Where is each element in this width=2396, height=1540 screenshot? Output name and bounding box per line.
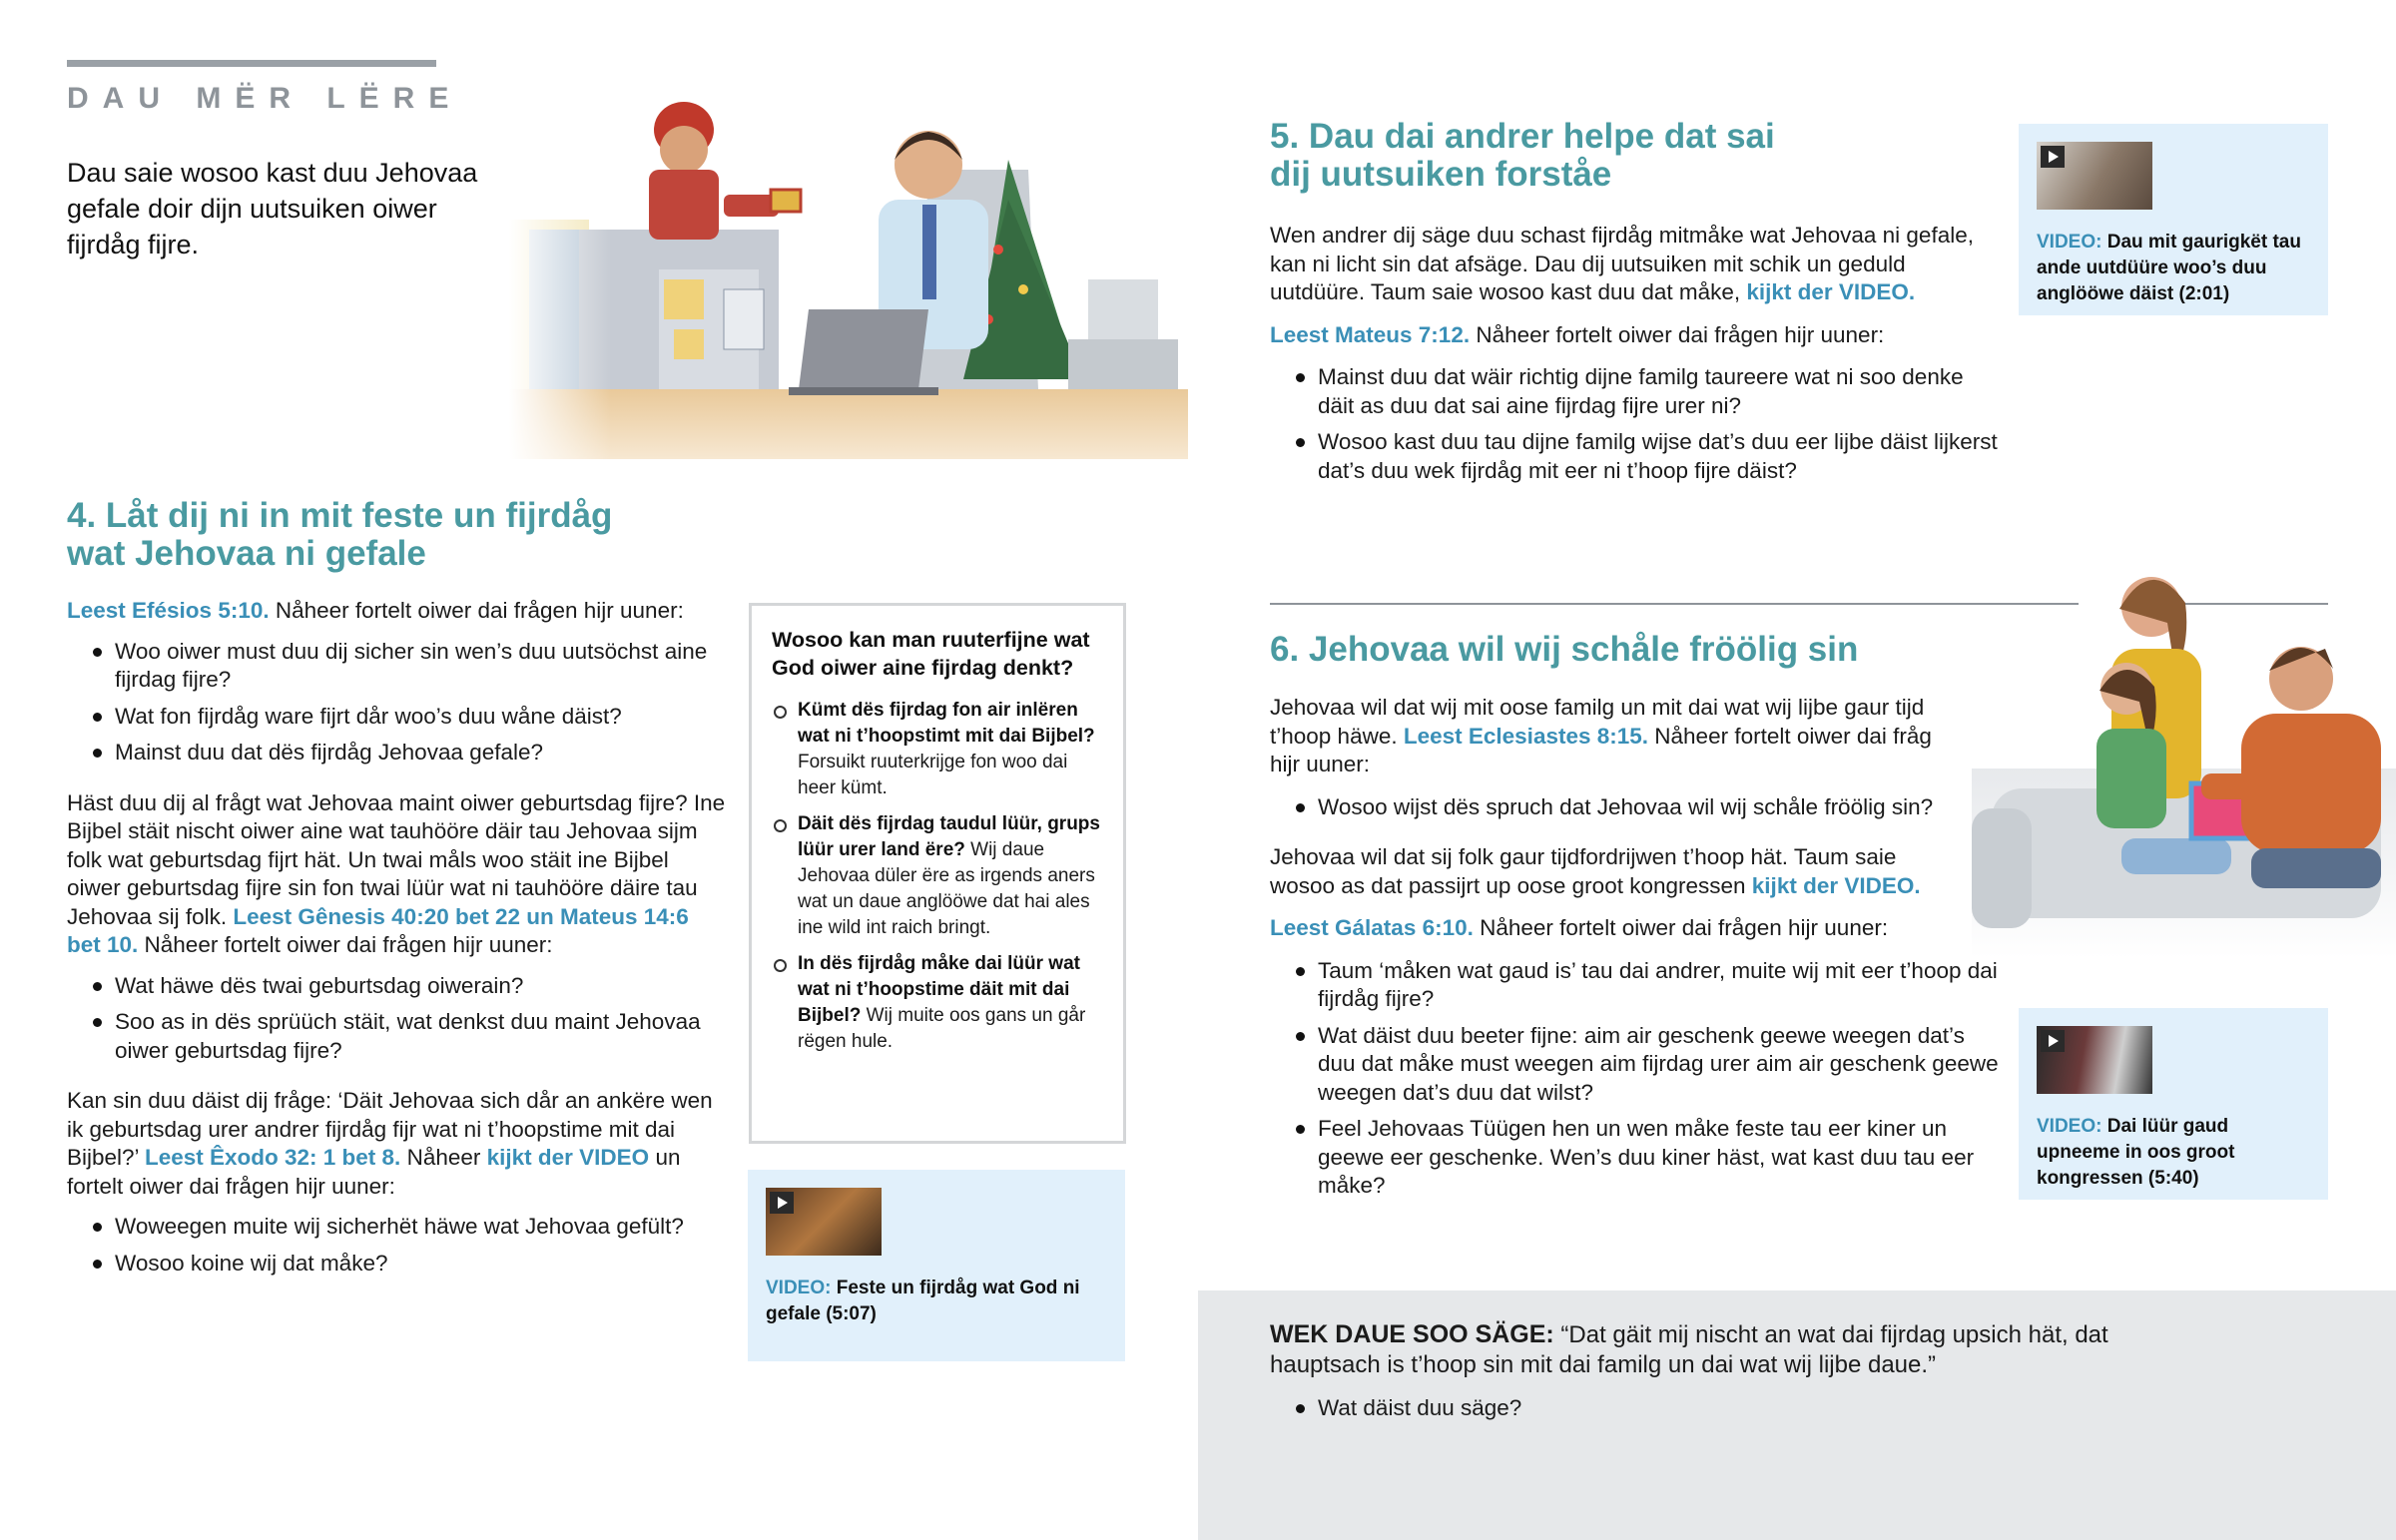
section-4-body	[67, 597, 726, 1285]
section-6-questions-2	[1270, 957, 1999, 1201]
list-item	[772, 698, 1103, 801]
section-4-questions-3	[67, 1213, 726, 1278]
section-divider	[1270, 603, 2079, 605]
list-item: Taum ‘måken wat gaud is’ tau dai andrer, muite wij mit eer t’hoop dai fijrdåg fijre?	[1270, 957, 1999, 1014]
video-link-2[interactable]: kijkt der VIDEO.	[1746, 279, 1916, 304]
play-icon	[2041, 146, 2065, 168]
video-caption	[2037, 230, 2310, 307]
video-link-1[interactable]: kijkt der VIDEO	[486, 1145, 650, 1170]
top-divider	[67, 60, 436, 67]
section-5-read-tail: Nåheer fortelt oiwer dai frågen hijr uuner:	[1470, 321, 1885, 347]
info-item-text: Forsuikt ruuterkrijge fon woo dai heer kümt.	[798, 752, 1068, 798]
video-box-1[interactable]	[748, 1170, 1125, 1361]
video-title: Dai lüür gaud upneeme in oos groot kongressen (5:40)	[2037, 1116, 2235, 1189]
video-thumbnail[interactable]	[2037, 142, 2152, 210]
office-gift-illustration	[509, 90, 1188, 474]
video-label: VIDEO:	[2037, 232, 2102, 253]
ref-galatas[interactable]: Leest Gálatas 6:10.	[1270, 915, 1474, 940]
section-5-heading-line2: dij uutsuiken forståe	[1270, 155, 1612, 194]
section-5-heading-line1: 5. Dau dai andrer helpe dat sai	[1270, 117, 1775, 156]
section-4-paragraph-2-tail: Nåheer fortelt oiwer dai frågen hijr uuner:	[138, 932, 553, 957]
section-6-body	[1270, 694, 1999, 1209]
info-frame	[749, 603, 1126, 1144]
info-frame-title: Wosoo kan man ruuterfijne wat God oiwer aine fijrdag denkt?	[772, 628, 1090, 680]
opinion-content	[1270, 1319, 2148, 1431]
section-4-paragraph-3-tail: un fortelt oiwer dai frågen hijr uuner:	[67, 1145, 681, 1199]
info-item-bold: Kümt dës fijrdag fon air inlëren wat ni t’hoopstimt mit dai Bijbel?	[798, 700, 1095, 747]
section-4-read-tail: Nåheer fortelt oiwer dai frågen hijr uuner:	[269, 598, 684, 623]
section-4-read	[67, 597, 726, 626]
video-link-3[interactable]: kijkt der VIDEO.	[1751, 872, 1921, 898]
list-item	[772, 811, 1103, 941]
opinion-quote	[1270, 1319, 2148, 1380]
list-item: Woo oiwer must duu dij sicher sin wen’s duu uutsöchst aine fijrdag fijre?	[67, 638, 726, 695]
intro-text: Dau saie wosoo kast duu Jehovaa gefale doir dijn uutsuiken oiwer fijrdåg fijre.	[67, 158, 478, 259]
section-6-read	[1270, 914, 1999, 943]
list-item: Wat fon fijrdåg ware fijrt dår woo’s duu wåne däist?	[67, 703, 726, 732]
info-item-bold: In dës fijrdåg måke dai lüür wat wat ni t’hoopstime däit mit dai Bijbel?	[798, 953, 1080, 1026]
section-5-paragraph-1-text: Wen andrer dij säge duu schast fijrdåg mitmåke wat Jehovaa ni gefale, kan ni licht sin dat afsäge. Dau dij uutsuiken mit schik un geduld uutdüüre. Taum saie wosoo kast duu dat måke,	[1270, 223, 1974, 304]
list-item: Wosoo koine wij dat måke?	[67, 1250, 726, 1279]
play-icon	[2041, 1030, 2065, 1052]
section-5-questions	[1270, 363, 1999, 485]
section-4-heading	[67, 497, 706, 573]
info-frame-list	[772, 698, 1103, 1055]
section-4-questions-1	[67, 638, 726, 768]
section-5-read	[1270, 321, 1999, 350]
video-label: VIDEO:	[2037, 1116, 2102, 1137]
list-item: Wosoo kast duu tau dijne familg wijse dat’s duu eer lijbe däist lijkerst dat’s duu wek fijrdåg mit eer ni t’hoop fijre däist?	[1270, 428, 1999, 485]
ref-mateus[interactable]: Leest Mateus 7:12.	[1270, 321, 1471, 347]
section-label: DAU MËR LËRE	[67, 82, 463, 115]
opinion-label: WEK DAUE SOO SÄGE:	[1270, 1320, 1554, 1348]
opinion-quote-text: “Dat gäit mij nischt an wat dai fijrdag upsich hät, dat hauptsach is t’hoop sin mit dai familg un dai wat wij lijbe daue.”	[1270, 1321, 2108, 1378]
video-box-2[interactable]	[2019, 124, 2328, 315]
section-4-paragraph-3-mid: Nåheer	[400, 1145, 487, 1170]
info-item-bold: Däit dës fijrdag taudul lüür, grups lüür urer land ëre?	[798, 813, 1100, 860]
list-item: Feel Jehovaas Tüügen hen un wen måke feste tau eer kiner un geewe eer geschenke. Wen’s duu kiner häst, wat kast duu tau eer måke?	[1270, 1115, 1999, 1201]
section-6-heading: 6. Jehovaa wil wij schåle fröölig sin	[1270, 630, 1859, 669]
section-4-paragraph-2	[67, 789, 726, 960]
play-icon	[770, 1192, 794, 1214]
section-5-body	[1270, 222, 1999, 493]
section-4-heading-line1: 4. Låt dij ni in mit feste un fijrdåg	[67, 496, 613, 535]
video-thumbnail[interactable]	[2037, 1026, 2152, 1094]
list-item: Wat häwe dës twai geburtsdag oiwerain?	[67, 972, 726, 1001]
info-item-text: Wij muite oos gans un går rëgen hule.	[798, 1005, 1086, 1052]
opinion-questions	[1270, 1394, 2148, 1423]
family-gift-illustration	[1972, 559, 2396, 958]
video-thumbnail[interactable]	[766, 1188, 882, 1256]
video-caption	[766, 1276, 1107, 1327]
section-6-paragraph-2	[1270, 843, 1959, 900]
list-item: Wat däist duu beeter fijne: aim air geschenk geewe weegen dat’s duu dat måke must weegen aim fijrdag urer aim air geschenk geewe weegen dat’s duu dat wilst?	[1270, 1022, 1999, 1108]
list-item: Wat däist duu säge?	[1270, 1394, 2148, 1423]
section-4-heading-line2: wat Jehovaa ni gefale	[67, 534, 426, 573]
section-6-questions-1	[1270, 793, 1999, 822]
video-title: Feste un fijrdåg wat God ni gefale (5:07)	[766, 1278, 1080, 1324]
ref-eclesiastes[interactable]: Leest Eclesiastes 8:15.	[1403, 723, 1649, 749]
list-item: Mainst duu dat wäir richtig dijne familg taureere wat ni soo denke däit as duu dat sai aine fijrdag fijre urer ni?	[1270, 363, 1999, 420]
video-caption	[2037, 1114, 2310, 1192]
ref-efesios[interactable]: Leest Efésios 5:10.	[67, 598, 270, 623]
ref-exodo[interactable]: Leest Êxodo 32: 1 bet 8.	[144, 1145, 401, 1170]
section-6-paragraph-1	[1270, 694, 1959, 779]
section-6-paragraph-2-text: Jehovaa wil dat sij folk gaur tijdfordrijwen t’hoop hät. Taum saie wosoo as dat passijrt up oose groot kongressen	[1270, 844, 1897, 898]
video-title: Dau mit gaurigkët tau ande uutdüüre woo’s duu anglööwe däist (2:01)	[2037, 232, 2301, 304]
section-6-paragraph-1-tail: Nåheer fortelt oiwer dai fråg hijr uuner:	[1270, 723, 1932, 776]
list-item	[772, 951, 1103, 1055]
section-5-heading	[1270, 118, 1969, 194]
video-box-3[interactable]	[2019, 1008, 2328, 1200]
section-4-paragraph-3	[67, 1087, 726, 1201]
section-5-paragraph-1	[1270, 222, 1999, 307]
video-label: VIDEO:	[766, 1278, 832, 1298]
list-item: Mainst duu dat dës fijrdåg Jehovaa gefale?	[67, 739, 726, 768]
ref-genesis-mateus[interactable]: Leest Gênesis 40:20 bet 22 un Mateus 14:6 bet 10.	[67, 903, 689, 957]
section-6-paragraph-1-text: Jehovaa wil dat wij mit oose familg un mit dai wat wij lijbe gaur tijd t’hoop häwe.	[1270, 695, 1925, 749]
section-4-paragraph-2-text: Häst duu dij al frågt wat Jehovaa maint oiwer geburtsdag fijre? Ine Bijbel stäit nischt oiwer aine wat tauhööre däir tau Jehovaa sijm folk wat geburtsdag fijrt hät. Un twai måls woo stäit ine Bijbel oiwer geburtsdag fijre sin fon twai lüür wat ni tauhööre däire tau Jehovaa sij folk.	[67, 789, 726, 929]
list-item: Woweegen muite wij sicherhët häwe wat Jehovaa gefült?	[67, 1213, 726, 1242]
list-item: Soo as in dës sprüüch stäit, wat denkst duu maint Jehovaa oiwer geburtsdag fijre?	[67, 1008, 726, 1065]
info-item-text: Wij daue Jehovaa düler ëre as irgends aners wat un daue anglööwe dat hai ales ine wild int raich bringt.	[798, 839, 1095, 938]
section-4-paragraph-3-text: Kan sin duu däist dij fråge: ‘Däit Jehovaa sich dår an ankëre wen ik geburtsdag urer andrer fijrdåg fijr wat ni t’hoopstime mit dai Bijbel?’	[67, 1088, 713, 1170]
section-4-questions-2	[67, 972, 726, 1066]
section-6-read-tail: Nåheer fortelt oiwer dai frågen hijr uuner:	[1473, 915, 1889, 940]
list-item: Wosoo wijst dës spruch dat Jehovaa wil wij schåle fröölig sin?	[1270, 793, 1999, 822]
